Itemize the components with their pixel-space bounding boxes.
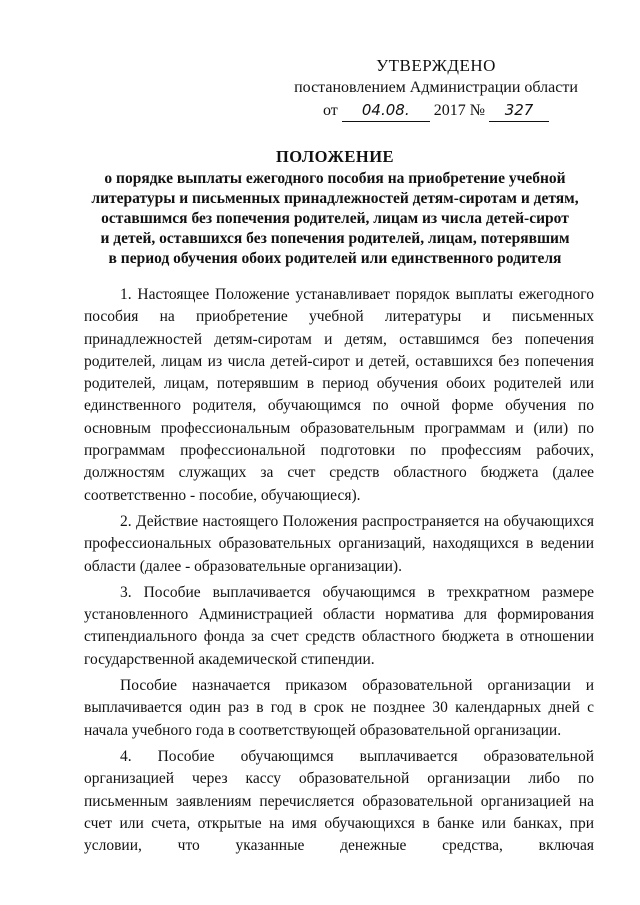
- title-line: оставшимся без попечения родителей, лицам из числа детей-сирот: [101, 210, 569, 227]
- paragraph-3: 3. Пособие выплачивается обучающимся в трехкратном размере установленного Администрацией области норматива для формирования стипендиального фонда за счет средств областного бюджета в отношении государственной академической стипендии.: [84, 583, 594, 668]
- document-body: [84, 284, 594, 861]
- handwritten-number: 327: [489, 99, 549, 122]
- paragraph-3-continued: Пособие назначается приказом образовательной организации и выплачивается один раз в год в срок не позднее 30 календарных дней с начала учебного года в соответствующей образовательной организации.: [84, 677, 594, 739]
- approved-by: постановлением Администрации области: [294, 79, 578, 96]
- paragraph-1: 1. Настоящее Положение устанавливает порядок выплаты ежегодного пособия на приобретение учебной литературы и письменных принадлежностей детям-сиротам и детям, оставшимся без попечения родителей, лицам из числа детей-сирот и детей, оставшихся без попечения родителей, лицам, потерявшим в период обучения обоих родителей или единственного родителя, обучающимся по очной форме обучения по основным профессиональным образовательным программам и (или) по программам профессиональной подготовки по профессиям рабочих, должностям служащих за счет средств областного бюджета (далее соответственно - пособие, обучающиеся).: [84, 286, 594, 504]
- approval-block: [286, 55, 586, 122]
- year-number-label: 2017 №: [433, 102, 486, 119]
- title-line: и детей, оставшихся без попечения родителей, лицам, потерявшим: [100, 230, 570, 247]
- title-heading: ПОЛОЖЕНИЕ: [275, 147, 395, 166]
- approved-heading: УТВЕРЖДЕНО: [376, 56, 496, 75]
- handwritten-date: 04.08.: [342, 99, 430, 122]
- from-label: от: [322, 102, 338, 119]
- paragraph-4: 4. Пособие обучающимся выплачивается образовательной организацией через кассу образовательной организации либо по письменным заявлениям перечисляется образовательной организацией на счет или счета, открытые на имя обучающихся в банке или банках, при условии, что указанные денежные средства, включая: [84, 747, 594, 855]
- paragraph-2: 2. Действие настоящего Положения распространяется на обучающихся профессиональных образовательных организаций, находящихся в ведении области (далее - образовательные организации).: [84, 512, 594, 575]
- title-line: литературы и письменных принадлежностей детям-сиротам и детям,: [91, 190, 579, 207]
- title-line: о порядке выплаты ежегодного пособия на приобретение учебной: [104, 170, 566, 187]
- approval-date-row: [286, 99, 586, 122]
- title-line: в период обучения обоих родителей или единственного родителя: [108, 250, 562, 267]
- document-title: [70, 147, 600, 269]
